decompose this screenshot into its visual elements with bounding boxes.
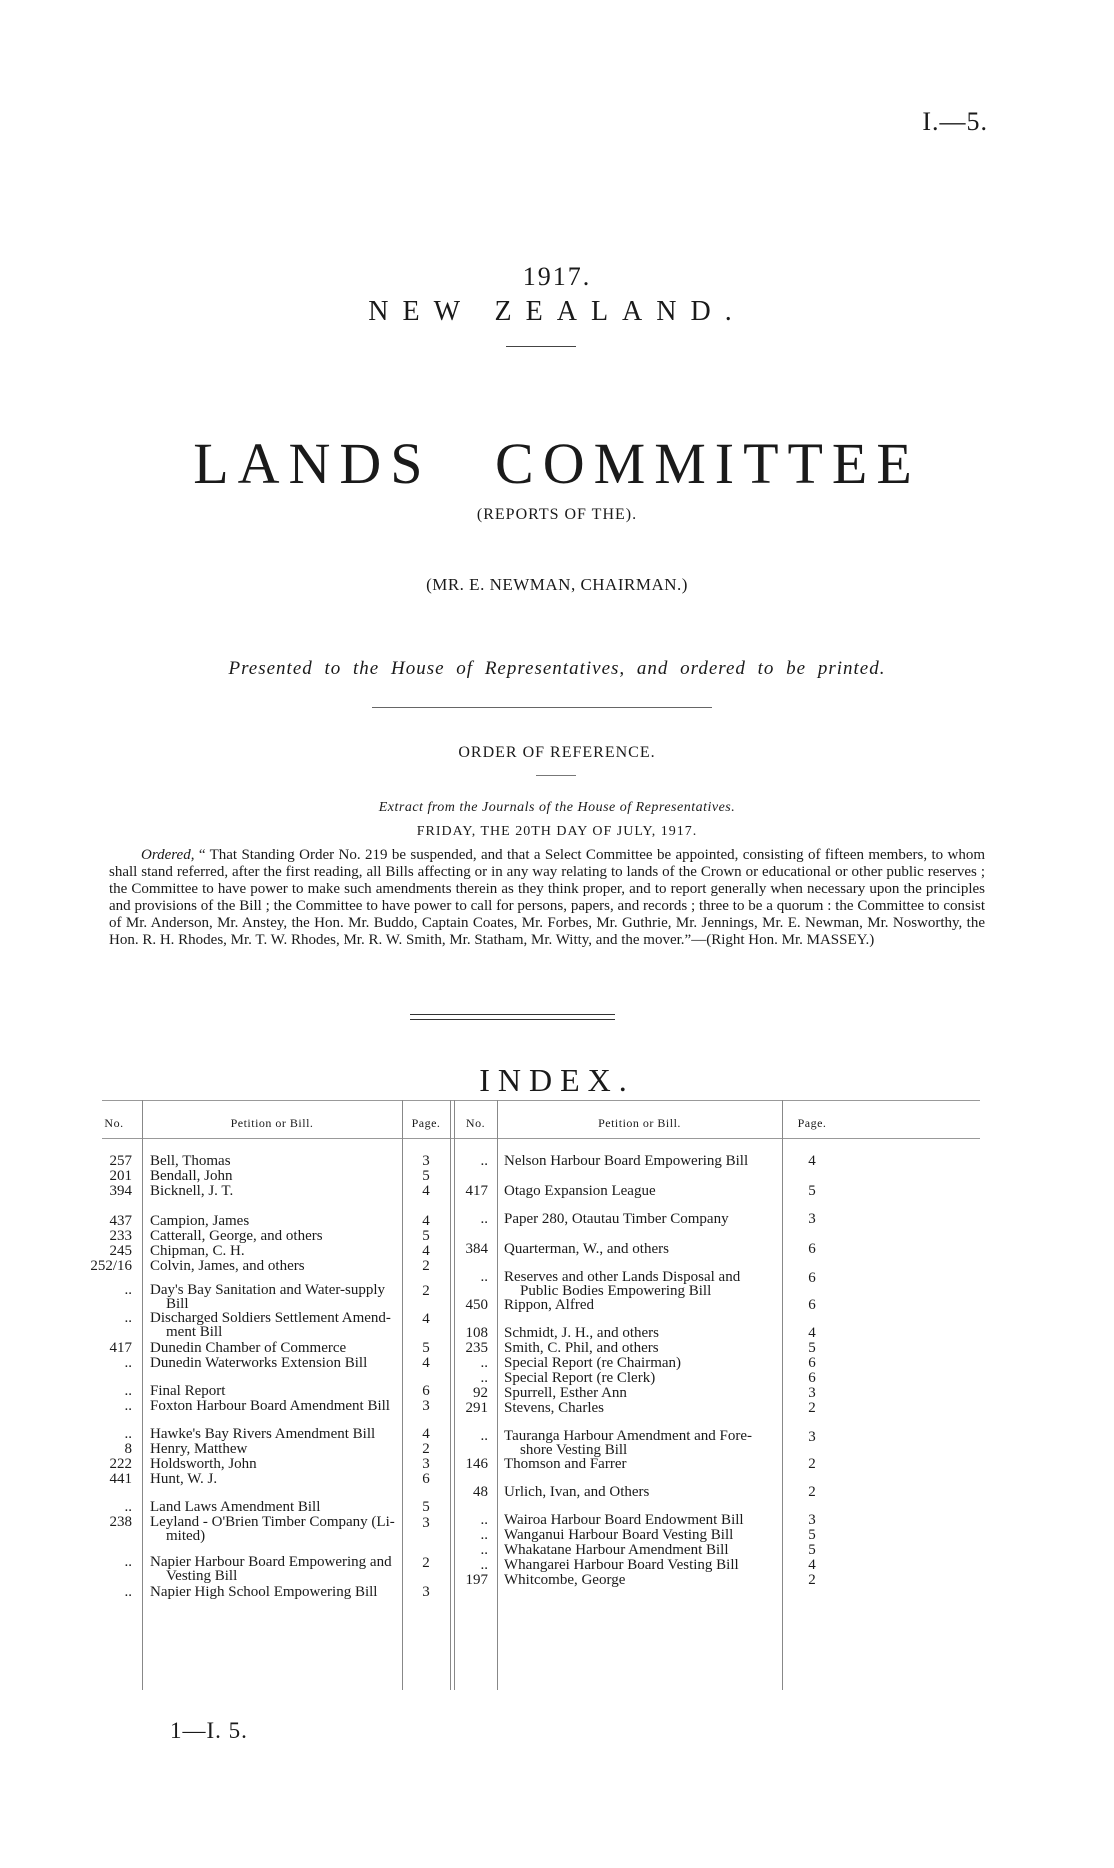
entry-name: Whakatane Harbour Amendment Bill — [504, 1542, 729, 1558]
entry-name-continued: Vesting Bill — [166, 1568, 238, 1584]
entry-number: .. — [124, 1554, 132, 1570]
entry-number: 417 — [109, 1340, 132, 1356]
entry-number: .. — [480, 1527, 488, 1543]
col-header-petition: Petition or Bill. — [598, 1116, 681, 1130]
double-rule-top — [410, 1014, 615, 1015]
entry-page: 6 — [808, 1270, 816, 1286]
entry-name: Wanganui Harbour Board Vesting Bill — [504, 1527, 734, 1543]
entry-page: 3 — [808, 1512, 816, 1528]
entry-name: Napier Harbour Board Empowering and — [150, 1554, 392, 1570]
entry-number: 384 — [465, 1241, 488, 1257]
entry-name: Holdsworth, John — [150, 1456, 257, 1472]
extract-line: Extract from the Journals of the House of Representatives. — [378, 800, 736, 815]
entry-number: 8 — [124, 1441, 132, 1457]
entry-page: 5 — [808, 1542, 816, 1558]
entry-page: 3 — [422, 1398, 430, 1414]
entry-page: 4 — [808, 1153, 816, 1169]
entry-page: 4 — [422, 1311, 430, 1327]
entry-page: 5 — [808, 1183, 816, 1199]
entry-number: .. — [480, 1512, 488, 1528]
entry-name: Napier High School Empowering Bill — [150, 1584, 378, 1600]
table-header-rule — [102, 1138, 980, 1139]
column-divider — [497, 1100, 498, 1690]
entry-name: Discharged Soldiers Settlement Amend- — [150, 1310, 391, 1326]
entry-page: 5 — [422, 1168, 430, 1184]
entry-name: Otago Expansion League — [504, 1183, 656, 1199]
entry-page: 6 — [422, 1383, 430, 1399]
entry-name-continued: shore Vesting Bill — [520, 1442, 628, 1458]
entry-number: 252/16 — [90, 1258, 132, 1274]
entry-name: Bicknell, J. T. — [150, 1183, 234, 1199]
entry-page: 3 — [808, 1429, 816, 1445]
entry-number: 222 — [109, 1456, 132, 1472]
entry-page: 5 — [808, 1527, 816, 1543]
entry-number: .. — [480, 1542, 488, 1558]
entry-page: 4 — [422, 1355, 430, 1371]
entry-name: Paper 280, Otautau Timber Company — [504, 1211, 729, 1227]
ordered-word: Ordered, — [141, 847, 195, 863]
year: 1917. — [522, 262, 592, 291]
divider — [506, 346, 576, 347]
entry-page: 3 — [422, 1456, 430, 1472]
entry-number: 450 — [465, 1297, 488, 1313]
entry-name: Smith, C. Phil, and others — [504, 1340, 659, 1356]
entry-number: .. — [124, 1282, 132, 1298]
entry-name: Tauranga Harbour Amendment and Fore- — [504, 1428, 753, 1444]
entry-page: 2 — [808, 1484, 816, 1500]
column-divider — [450, 1100, 451, 1690]
entry-page: 3 — [808, 1211, 816, 1227]
entry-number: .. — [124, 1398, 132, 1414]
entry-name: Wairoa Harbour Board Endowment Bill — [504, 1512, 744, 1528]
table-top-rule — [102, 1100, 980, 1101]
entry-number: 92 — [473, 1385, 488, 1401]
entry-page: 6 — [422, 1471, 430, 1487]
entry-name: Quarterman, W., and others — [504, 1241, 669, 1257]
entry-name: Stevens, Charles — [504, 1400, 604, 1416]
entry-number: .. — [124, 1310, 132, 1326]
column-divider — [142, 1100, 143, 1690]
entry-number: 108 — [465, 1325, 488, 1341]
entry-number: 417 — [465, 1183, 488, 1199]
col-header-page: Page. — [411, 1116, 441, 1130]
entry-number: .. — [124, 1584, 132, 1600]
chairman-line: (MR. E. NEWMAN, CHAIRMAN.) — [426, 575, 688, 594]
entry-number: .. — [480, 1557, 488, 1573]
entry-page: 4 — [422, 1243, 430, 1259]
entry-number: .. — [480, 1370, 488, 1386]
order-text: “ That Standing Order No. 219 be suspended, and that a Select Committee be appointed, consisting of fifteen members, to whom shall stand referred, after the first reading, all Bills affecting or in any way relating to lands of the Crown or educational or other public reserves ; the Committee to have power to make such amendments therein as they think proper, and to report generally when necessary upon the principles and provisions of the Bill ; the Committee to have power to call for persons, papers, and records ; three to be a quorum : the Committee to consist of Mr. Anderson, Mr. Anstey, the Hon. Mr. Buddo, Captain Coates, Mr. Forbes, Mr. Guthrie, Mr. Jennings, Mr. E. Newman, Mr. Nosworthy, the Hon. R. H. Rhodes, Mr. T. W. Rhodes, Mr. R. W. Smith, Mr. Statham, Mr. Witty, and the mover.”—(Right Hon. Mr. MASSEY.) — [109, 847, 986, 948]
entry-page: 6 — [808, 1355, 816, 1371]
entry-name: Bendall, John — [150, 1168, 233, 1184]
country-heading: NEW ZEALAND. — [368, 296, 746, 327]
col-header-no: No. — [104, 1116, 124, 1130]
entry-number: 291 — [465, 1400, 488, 1416]
entry-page: 4 — [422, 1426, 430, 1442]
entry-number: .. — [480, 1153, 488, 1169]
entry-page: 2 — [808, 1400, 816, 1416]
document-title: LANDS COMMITTEE — [193, 431, 921, 496]
entry-name: Leyland - O'Brien Timber Company (Li- — [150, 1514, 395, 1530]
entry-number: .. — [480, 1355, 488, 1371]
entry-name: Catterall, George, and others — [150, 1228, 323, 1244]
presented-line: Presented to the House of Representatives, and ordered to be printed. — [228, 658, 886, 679]
entry-name: Campion, James — [150, 1213, 250, 1229]
entry-name-continued: ment Bill — [166, 1324, 223, 1340]
entry-name: Land Laws Amendment Bill — [150, 1499, 321, 1515]
divider — [536, 775, 576, 776]
entry-name: Bell, Thomas — [150, 1153, 231, 1169]
date-line: FRIDAY, THE 20TH DAY OF JULY, 1917. — [416, 824, 698, 839]
entry-page: 2 — [422, 1441, 430, 1457]
index-table — [90, 1100, 980, 1700]
entry-name: Whitcombe, George — [504, 1572, 626, 1588]
index-title: INDEX. — [479, 1062, 635, 1098]
entry-number: .. — [124, 1383, 132, 1399]
entry-name: Hawke's Bay Rivers Amendment Bill — [150, 1426, 376, 1442]
entry-name: Henry, Matthew — [150, 1441, 248, 1457]
entry-number: .. — [124, 1355, 132, 1371]
entry-page: 3 — [808, 1385, 816, 1401]
entry-name: Day's Bay Sanitation and Water-supply — [150, 1282, 386, 1298]
entry-name: Colvin, James, and others — [150, 1258, 305, 1274]
entry-number: .. — [480, 1211, 488, 1227]
entry-name: Special Report (re Chairman) — [504, 1355, 682, 1371]
entry-page: 2 — [422, 1283, 430, 1299]
entry-page: 2 — [808, 1456, 816, 1472]
entry-page: 5 — [422, 1340, 430, 1356]
col-header-no: No. — [465, 1116, 486, 1130]
entry-page: 5 — [808, 1340, 816, 1356]
entry-number: 238 — [109, 1514, 132, 1530]
entry-name-continued: mited) — [166, 1528, 206, 1544]
entry-number: 257 — [109, 1153, 132, 1169]
entry-number: 394 — [109, 1183, 132, 1199]
entry-number: .. — [124, 1499, 132, 1515]
entry-number: .. — [480, 1269, 488, 1285]
entry-number: 235 — [465, 1340, 488, 1356]
entry-number: .. — [480, 1428, 488, 1444]
entry-name: Final Report — [150, 1383, 226, 1399]
entry-page: 2 — [808, 1572, 816, 1588]
entry-name: Rippon, Alfred — [504, 1297, 594, 1313]
order-of-reference-heading: ORDER OF REFERENCE. — [458, 744, 656, 761]
entry-page: 2 — [422, 1555, 430, 1571]
entry-page: 2 — [422, 1258, 430, 1274]
entry-page: 4 — [808, 1325, 816, 1341]
entry-name-continued: Public Bodies Empowering Bill — [520, 1283, 712, 1299]
entry-page: 6 — [808, 1370, 816, 1386]
entry-number: 441 — [109, 1471, 132, 1487]
entry-page: 4 — [808, 1557, 816, 1573]
divider — [372, 707, 712, 708]
col-header-page: Page. — [797, 1116, 827, 1130]
double-rule-bottom — [410, 1019, 615, 1020]
page-footer: 1—I. 5. — [170, 1718, 248, 1743]
col-header-petition: Petition or Bill. — [230, 1116, 314, 1130]
entry-name: Dunedin Waterworks Extension Bill — [150, 1355, 368, 1371]
entry-page: 4 — [422, 1213, 430, 1229]
entry-page: 6 — [808, 1241, 816, 1257]
entry-name: Foxton Harbour Board Amendment Bill — [150, 1398, 390, 1414]
entry-page: 6 — [808, 1297, 816, 1313]
entry-number: 245 — [109, 1243, 132, 1259]
entry-page: 4 — [422, 1183, 430, 1199]
entry-number: 233 — [109, 1228, 132, 1244]
entry-name: Spurrell, Esther Ann — [504, 1385, 627, 1401]
entry-page: 3 — [422, 1584, 430, 1600]
entry-name: Special Report (re Clerk) — [504, 1370, 656, 1386]
entry-name: Hunt, W. J. — [150, 1471, 218, 1487]
entry-number: 146 — [465, 1456, 488, 1472]
document-subtitle: (REPORTS OF THE). — [476, 506, 638, 523]
entry-name: Reserves and other Lands Disposal and — [504, 1269, 741, 1285]
entry-number: 197 — [465, 1572, 488, 1588]
entry-name-continued: Bill — [166, 1296, 189, 1312]
entry-name: Chipman, C. H. — [150, 1243, 245, 1259]
entry-page: 3 — [422, 1153, 430, 1169]
entry-number: 201 — [109, 1168, 132, 1184]
entry-page: 3 — [422, 1515, 430, 1531]
entry-name: Schmidt, J. H., and others — [504, 1325, 659, 1341]
entry-name: Nelson Harbour Board Empowering Bill — [504, 1153, 749, 1169]
entry-number: 437 — [109, 1213, 132, 1229]
page-reference: I.—5. — [922, 107, 988, 136]
entry-page: 5 — [422, 1228, 430, 1244]
entry-name: Whangarei Harbour Board Vesting Bill — [504, 1557, 739, 1573]
entry-page: 5 — [422, 1499, 430, 1515]
entry-name: Dunedin Chamber of Commerce — [150, 1340, 347, 1356]
entry-name: Thomson and Farrer — [504, 1456, 627, 1472]
order-paragraph — [109, 847, 985, 949]
entry-number: 48 — [473, 1484, 488, 1500]
entry-name: Urlich, Ivan, and Others — [504, 1484, 650, 1500]
entry-number: .. — [124, 1426, 132, 1442]
